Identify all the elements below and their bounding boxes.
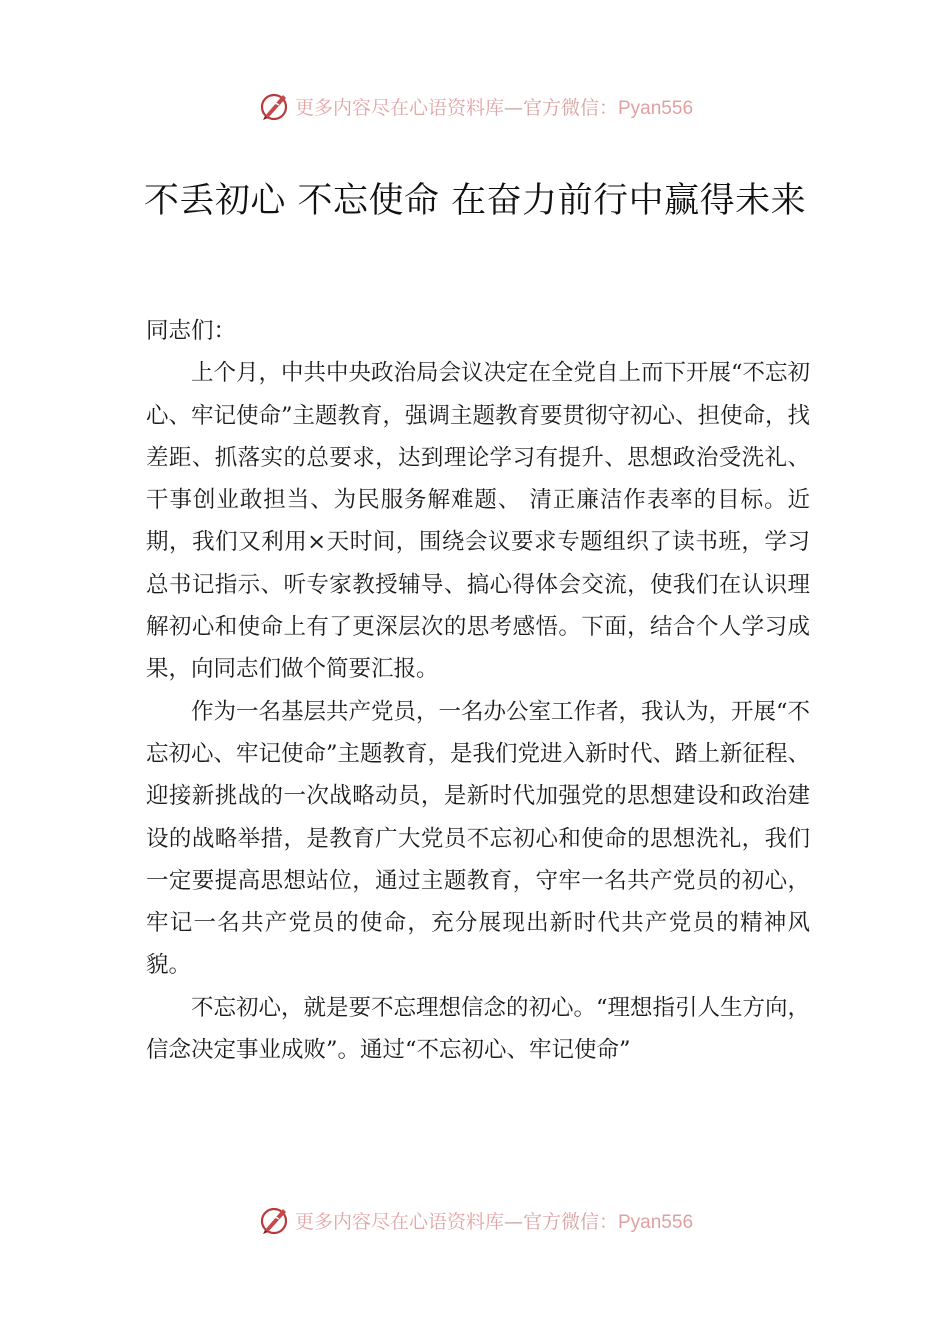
header-banner (0, 86, 950, 126)
banner-text: 更多内容尽在心语资料库 (294, 1210, 504, 1233)
banner-separator: — (503, 1210, 523, 1233)
document-body (146, 310, 810, 1071)
banner-separator: — (503, 96, 523, 119)
paragraph-1: 上个月，中共中央政治局会议决定在全党自上而下开展“不忘初心、牢记使命”主题教育，强调主题教育要贯彻守初心、担使命，找差距、抓落实的总要求，达到理论学习有提升、思想政治受洗礼、干事创业敢担当、为民服务解难题、 清正廉洁作表率的目标。近期，我们又利用×天时间，围绕会议要求专题组织了读书班，学习总书记指示、听专家教授辅导、搞心得体会交流，使我们在认识理解初心和使命上有了更深层次的思考感悟。下面，结合个人学习成果，向同志们做个简要汇报。 (146, 360, 811, 683)
paragraph-3: 不忘初心，就是要不忘理想信念的初心。“理想指引人生方向，信念决定事业成败”。通过“不忘初心、牢记使命” (146, 994, 811, 1064)
banner-wechat-id: Pyan556 (618, 97, 694, 119)
footer-banner (0, 1200, 950, 1240)
banner-wechat-label: 官方微信： (522, 1210, 618, 1233)
pen-logo-icon (257, 89, 291, 123)
salutation: 同志们： (146, 318, 237, 344)
banner-text: 更多内容尽在心语资料库 (294, 96, 504, 119)
paragraph-2: 作为一名基层共产党员，一名办公室工作者，我认为，开展“不忘初心、牢记使命”主题教育，是我们党进入新时代、踏上新征程、迎接新挑战的一次战略动员，是新时代加强党的思想建设和政治建设的战略举措，是教育广大党员不忘初心和使命的思想洗礼，我们一定要提高思想站位，通过主题教育，守牢一名共产党员的初心，牢记一名共产党员的使命，充分展现出新时代共产党员的精神风貌。 (146, 698, 811, 979)
document-title: 不丢初心 不忘使命 在奋力前行中赢得未来 (143, 181, 807, 221)
pen-logo-icon (257, 1203, 291, 1237)
banner-wechat-label: 官方微信： (522, 96, 618, 119)
banner-wechat-id: Pyan556 (618, 1211, 694, 1233)
